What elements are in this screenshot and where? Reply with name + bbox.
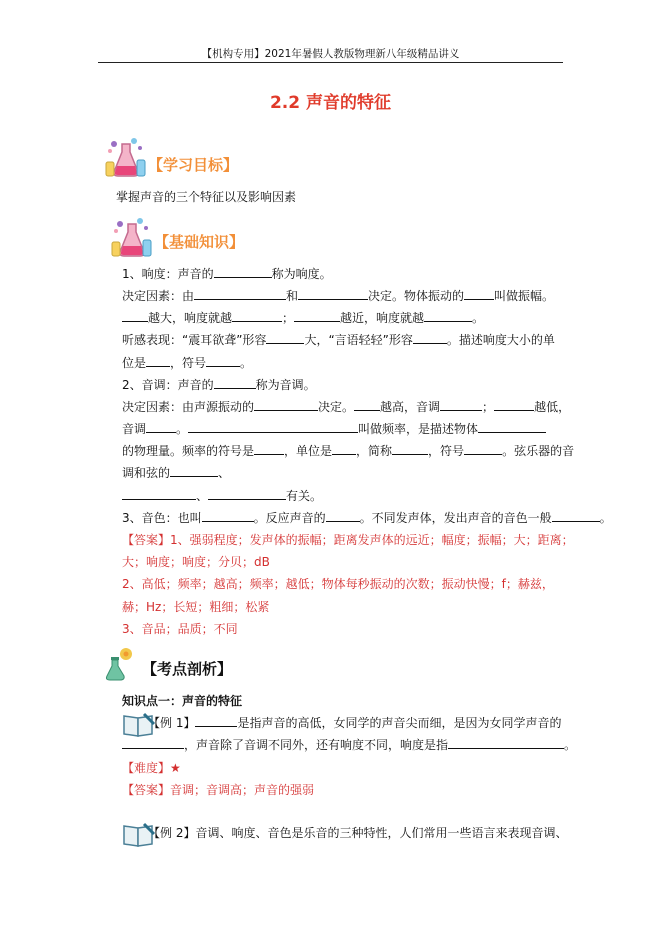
answer-line: 2、高低；频率；越高；频率；越低；物体每秒振动的次数；振动快慢；f；赫兹， <box>122 577 554 591</box>
text-line: 的物理量。频率的符号是 ，单位是 ，简称 ，符号 。弦乐器的音 <box>122 444 575 458</box>
section-basic-knowledge: 【基础知识】 <box>154 233 245 251</box>
text-line: 2、音调：声音的 称为音调。 <box>122 378 316 392</box>
magic-flask-icon <box>104 646 140 682</box>
text-line: 1、响度：声音的 称为响度。 <box>122 267 332 281</box>
flask-icon <box>104 136 148 180</box>
page-title: 2.2 声音的特征 <box>269 93 392 113</box>
example-1-line: ，声音除了音调不同外，还有响度不同，响度是指 。 <box>122 735 576 755</box>
text-line: 、 有关。 <box>122 486 322 506</box>
answer-line: 赫；Hz；长短；粗细；松紧 <box>122 600 270 614</box>
answer-line: 3、音品；品质；不同 <box>122 622 238 636</box>
answer-line: 【答案】音调；音调高；声音的强弱 <box>122 783 315 797</box>
section-learning-goals: 【学习目标】 <box>148 156 239 174</box>
knowledge-point-title: 知识点一：声音的特征 <box>122 694 243 708</box>
text-line: 越大，响度就越 ； 越近，响度就越 。 <box>122 308 484 328</box>
text-line: 调和弦的 、 <box>122 466 231 480</box>
learning-goal-text: 掌握声音的三个特征以及影响因素 <box>116 190 297 204</box>
page-header: 【机构专用】2021年暑假人教版物理新八年级精品讲义 <box>201 48 460 60</box>
text-line: 听感表现：“震耳欲聋”形容 大，“言语轻轻”形容 。描述响度大小的单 <box>122 333 555 347</box>
text-line: 3、音色：也叫 。反应声音的 。不同发声体，发出声音的音色一般 。 <box>122 511 612 525</box>
example-1-line: 【例 1】 是指声音的高低，女同学的声音尖而细，是因为女同学声音的 <box>148 716 562 730</box>
difficulty-line: 【难度】★ <box>122 761 181 775</box>
text-line: 决定因素：由声源振动的 决定。 越高，音调 ； 越低， <box>122 400 571 414</box>
flask-icon <box>110 216 154 260</box>
example-2-line: 【例 2】音调、响度、音色是乐音的三种特性，人们常用一些语言来表现音调、 <box>148 826 568 840</box>
section-exam-analysis: 【考点剖析】 <box>142 660 233 678</box>
answer-line: 【答案】1、强弱程度；发声体的振幅；距离发声体的远近；幅度；振幅；大；距离； <box>122 533 574 547</box>
text-line: 位是 ，符号 。 <box>122 356 253 370</box>
answer-line: 大；响度；响度；分贝；dB <box>122 555 270 569</box>
text-line: 决定因素：由 和 决定。物体振动的 叫做振幅。 <box>122 289 555 303</box>
header-divider <box>98 62 563 63</box>
star-icon: ★ <box>170 761 181 775</box>
text-line: 音调 。 叫做频率，是描述物体 <box>122 419 546 439</box>
